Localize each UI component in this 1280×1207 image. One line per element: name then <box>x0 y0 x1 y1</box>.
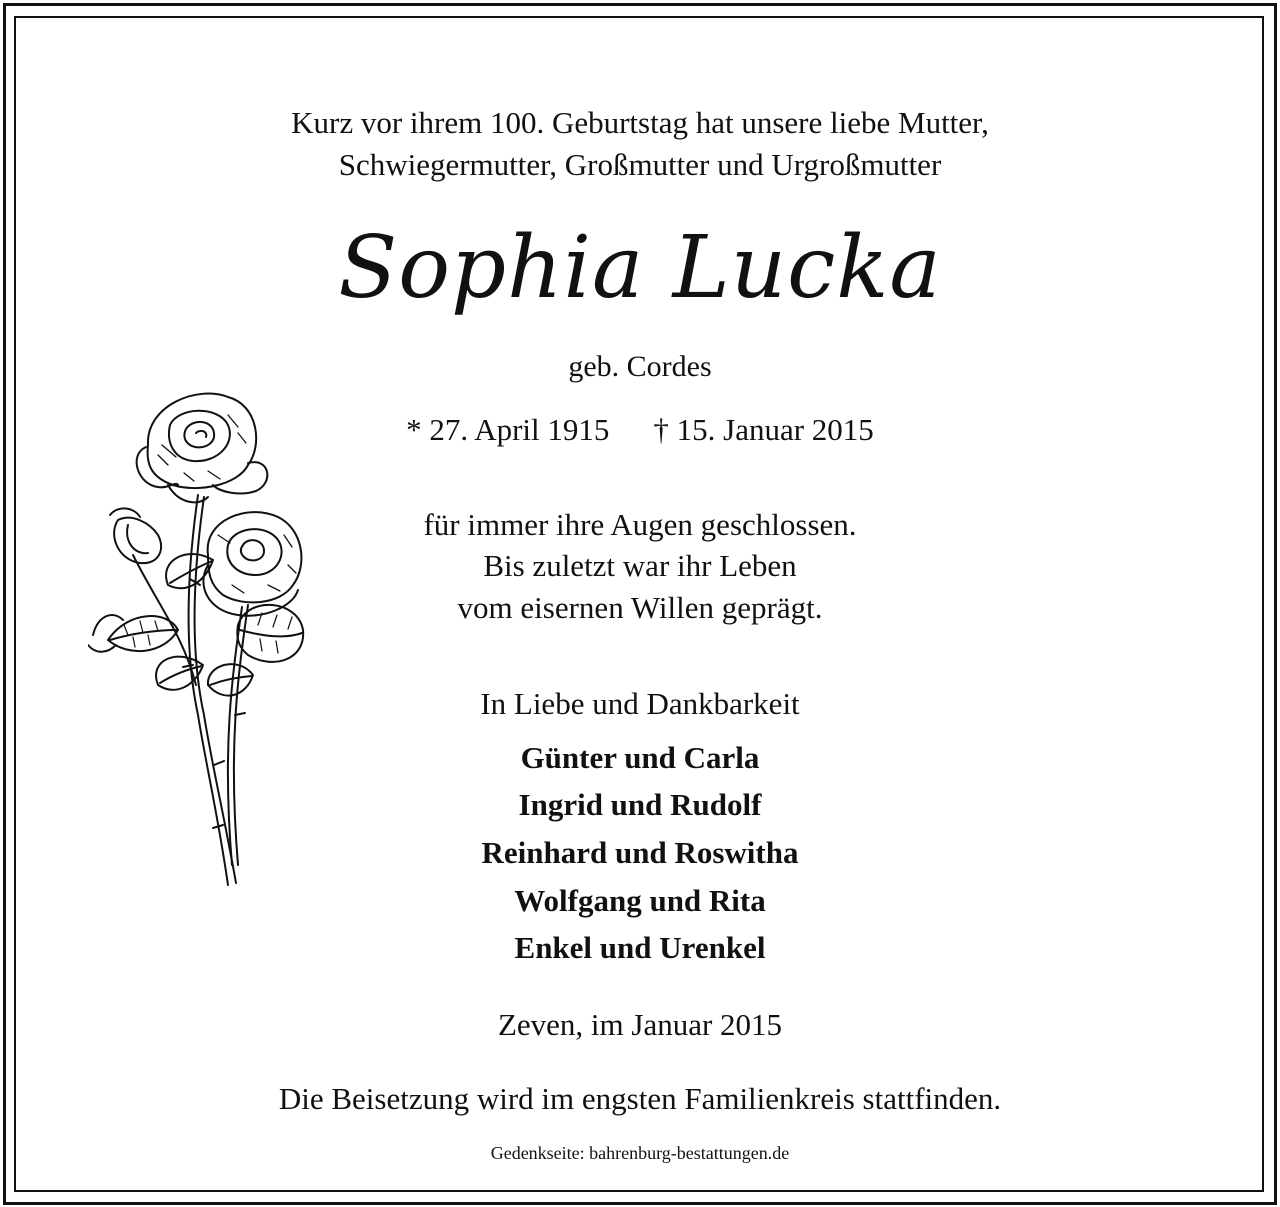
family-member: Reinhard und Roswitha <box>481 835 799 870</box>
roses-icon <box>88 385 318 900</box>
maiden-name: geb. Cordes <box>568 350 712 383</box>
intro-line-2: Schwiegermutter, Großmutter und Urgroßmutter <box>338 147 942 182</box>
family-member: Enkel und Urenkel <box>514 930 766 965</box>
birth-date: * 27. April 1915 <box>406 412 610 447</box>
family-member: Ingrid und Rudolf <box>518 787 762 822</box>
death-date: † 15. Januar 2015 <box>653 412 874 447</box>
dedication: In Liebe und Dankbarkeit <box>480 686 800 721</box>
family-member: Wolfgang und Rita <box>514 883 766 918</box>
message-line-1: für immer ihre Augen geschlossen. <box>423 507 857 542</box>
intro-line-1: Kurz vor ihrem 100. Geburtstag hat unsere liebe Mutter, <box>291 105 989 140</box>
place-date: Zeven, im Januar 2015 <box>497 1007 783 1042</box>
message-line-3: vom eisernen Willen geprägt. <box>457 590 823 625</box>
message-line-2: Bis zuletzt war ihr Leben <box>483 548 797 583</box>
deceased-name: Sophia Lucka <box>338 218 942 318</box>
memorial-page-link[interactable]: Gedenkseite: bahrenburg-bestattungen.de <box>490 1143 790 1163</box>
family-member: Günter und Carla <box>520 740 760 775</box>
burial-note: Die Beisetzung wird im engsten Familienkreis stattfinden. <box>278 1081 1002 1116</box>
